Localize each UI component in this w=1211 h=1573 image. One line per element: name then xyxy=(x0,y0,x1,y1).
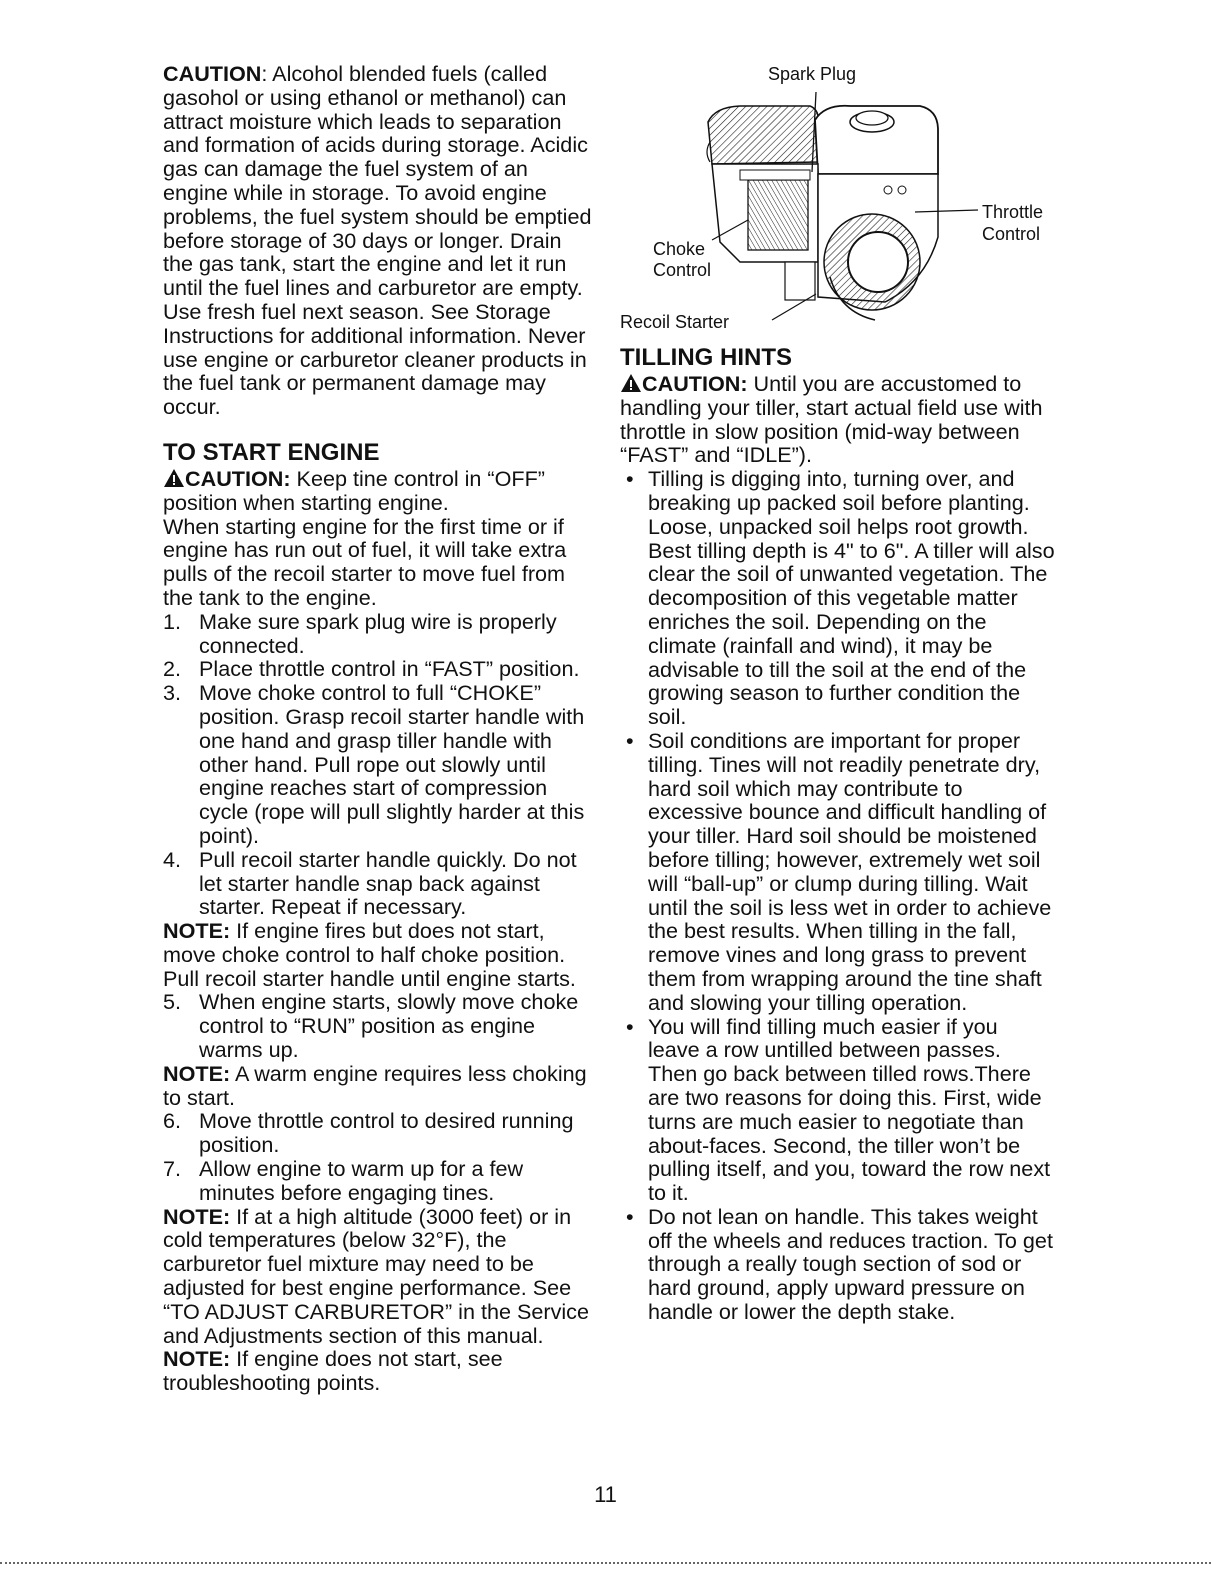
caution-label: CAUTION xyxy=(163,61,262,86)
note-paragraph xyxy=(163,1205,593,1348)
left-column xyxy=(163,62,593,1395)
tilling-caution-text: Until you are accustomed to handling your tiller, start actual field use with throttle in slow position (mid-way between “FAST” and “IDLE”). xyxy=(620,371,1043,468)
bullet-text: Soil conditions are important for proper tilling. Tines will not readily penetrate dry, hard soil which may contribute to excessive bounce and difficult handling of your tiller. Hard soil should be moistened before tilling; however, extremely wet soil will “ball-up” or clump during tilling. Wait until the soil is less wet in order to achieve the best results. When tilling in the fall, remove vines and long grass to prevent them from wrapping around the tine shaft and slowing your tilling operation. xyxy=(648,727,1052,1015)
bullet-icon: • xyxy=(626,1203,634,1229)
page-number: 11 xyxy=(594,1482,617,1507)
note-paragraph xyxy=(163,1347,593,1395)
note-text: If engine fires but does not start, move choke control to half choke position. Pull recoil starter handle until engine starts. xyxy=(163,918,576,991)
bullet-icon: • xyxy=(626,466,634,492)
step-number: 5. xyxy=(163,989,182,1015)
step-number: 6. xyxy=(163,1108,182,1134)
right-column xyxy=(620,62,1055,1324)
warning-triangle-icon xyxy=(620,373,642,393)
note-paragraph xyxy=(163,919,593,990)
list-item xyxy=(620,729,1055,1015)
list-item xyxy=(163,681,593,848)
step-number: 7. xyxy=(163,1156,182,1182)
note-text: A warm engine requires less choking to start. xyxy=(163,1060,587,1110)
note-text: If at a high altitude (3000 feet) or in cold temperatures (below 32°F), the carburetor fuel mixture may need to be adjusted for best engine performance. See “TO ADJUST CARBURETOR” in the Service and Adjustments section of this manual. xyxy=(163,1203,589,1348)
tilling-caution-label: CAUTION: xyxy=(642,371,748,396)
warning-triangle-icon xyxy=(163,468,185,488)
bullet-icon: • xyxy=(626,727,634,753)
list-item xyxy=(620,467,1055,729)
note-label: NOTE: xyxy=(163,1060,231,1086)
list-item xyxy=(620,1015,1055,1205)
spark-plug-label: Spark Plug xyxy=(768,64,857,84)
bottom-dotted-rule xyxy=(0,1562,1211,1564)
engine-diagram xyxy=(620,62,1055,332)
throttle-control-label-line2: Control xyxy=(982,224,1041,244)
step-text: Place throttle control in “FAST” position. xyxy=(199,656,580,682)
step-text: Pull recoil starter handle quickly. Do not let starter handle snap back against starter. Repeat if necessary. xyxy=(199,846,577,920)
throttle-control-label-line1: Throttle xyxy=(982,202,1044,222)
note-label: NOTE: xyxy=(163,918,231,944)
bullet-text: Do not lean on handle. This takes weight off the wheels and reduces traction. To get through a really tough section of sod or hard ground, apply upward pressure on handle or lower the depth stake. xyxy=(648,1203,1053,1325)
start-intro: When starting engine for the first time or if engine has run out of fuel, it will take extra pulls of the recoil starter to move fuel from the tank to the engine. xyxy=(163,513,567,610)
step-text: Move choke control to full “CHOKE” position. Grasp recoil starter handle with one hand and grasp tiller handle with other hand. Pull rope out slowly until engine reaches start of compression cycle (rope will pull slightly harder at this point). xyxy=(199,680,585,848)
step-number: 1. xyxy=(163,608,182,634)
start-caution-paragraph xyxy=(163,467,593,515)
list-item xyxy=(620,1205,1055,1324)
caution-text: : Alcohol blended fuels (called gasohol or using ethanol or methanol) can attract moisture which leads to separation and formation of acids during storage. Acidic gas can damage the fuel system of an engine while in storage. To avoid engine problems, the fuel system should be emptied before storage of 30 days or longer. Drain the gas tank, start the engine and let it run until the fuel lines and carburetor are empty. Use fresh fuel next season. See Storage Instructions for additional information. Never use engine or carburetor cleaner products in the fuel tank or permanent damage may occur. xyxy=(163,61,592,420)
note-label: NOTE: xyxy=(163,1203,231,1229)
choke-control-label-line1: Choke xyxy=(653,239,706,259)
fuel-caution-paragraph xyxy=(163,62,593,419)
step-text: When engine starts, slowly move choke control to “RUN” position as engine warms up. xyxy=(199,989,579,1063)
step-number: 4. xyxy=(163,846,182,872)
step-number: 2. xyxy=(163,656,182,682)
recoil-starter-label: Recoil Starter xyxy=(620,312,730,332)
tilling-hints-heading: TILLING HINTS xyxy=(620,344,792,371)
step-text: Move throttle control to desired running position. xyxy=(199,1108,574,1158)
step-text: Make sure spark plug wire is properly connected. xyxy=(199,608,557,658)
list-item xyxy=(163,848,593,919)
tilling-caution-paragraph xyxy=(620,372,1055,467)
note-text: If engine does not start, see troubleshooting points. xyxy=(163,1346,503,1396)
list-item xyxy=(163,1157,593,1205)
list-item xyxy=(163,657,593,681)
list-item xyxy=(163,610,593,658)
note-label: NOTE: xyxy=(163,1346,231,1372)
start-caution-text: Keep tine control in “OFF” position when starting engine. xyxy=(163,465,545,515)
start-engine-heading: TO START ENGINE xyxy=(163,438,380,466)
bullet-text: You will find tilling much easier if you leave a row untilled between passes. Then go back between tilled rows.There are two reasons for doing this. First, wide turns are much easier to negotiate than about-faces. Second, the tiller won’t be pulling itself, and you, toward the row next to it. xyxy=(648,1013,1051,1206)
bullet-text: Tilling is digging into, turning over, and breaking up packed soil before planting. Loose, unpacked soil helps root growth. Best tilling depth is 4" to 6". A tiller will also clear the soil of unwanted vegetation. The decomposition of this vegetable matter enriches the soil. Depending on the climate (rainfall and wind), it may be advisable to till the soil at the end of the growing season to further condition the soil. xyxy=(648,466,1055,730)
start-caution-label: CAUTION: xyxy=(185,465,291,491)
engine-illustration xyxy=(620,62,1055,332)
bullet-icon: • xyxy=(626,1013,634,1039)
choke-control-label-line2: Control xyxy=(653,260,712,280)
step-text: Allow engine to warm up for a few minutes before engaging tines. xyxy=(199,1156,524,1205)
note-paragraph xyxy=(163,1062,593,1110)
list-item xyxy=(163,1109,593,1157)
list-item xyxy=(163,990,593,1061)
step-number: 3. xyxy=(163,680,182,706)
